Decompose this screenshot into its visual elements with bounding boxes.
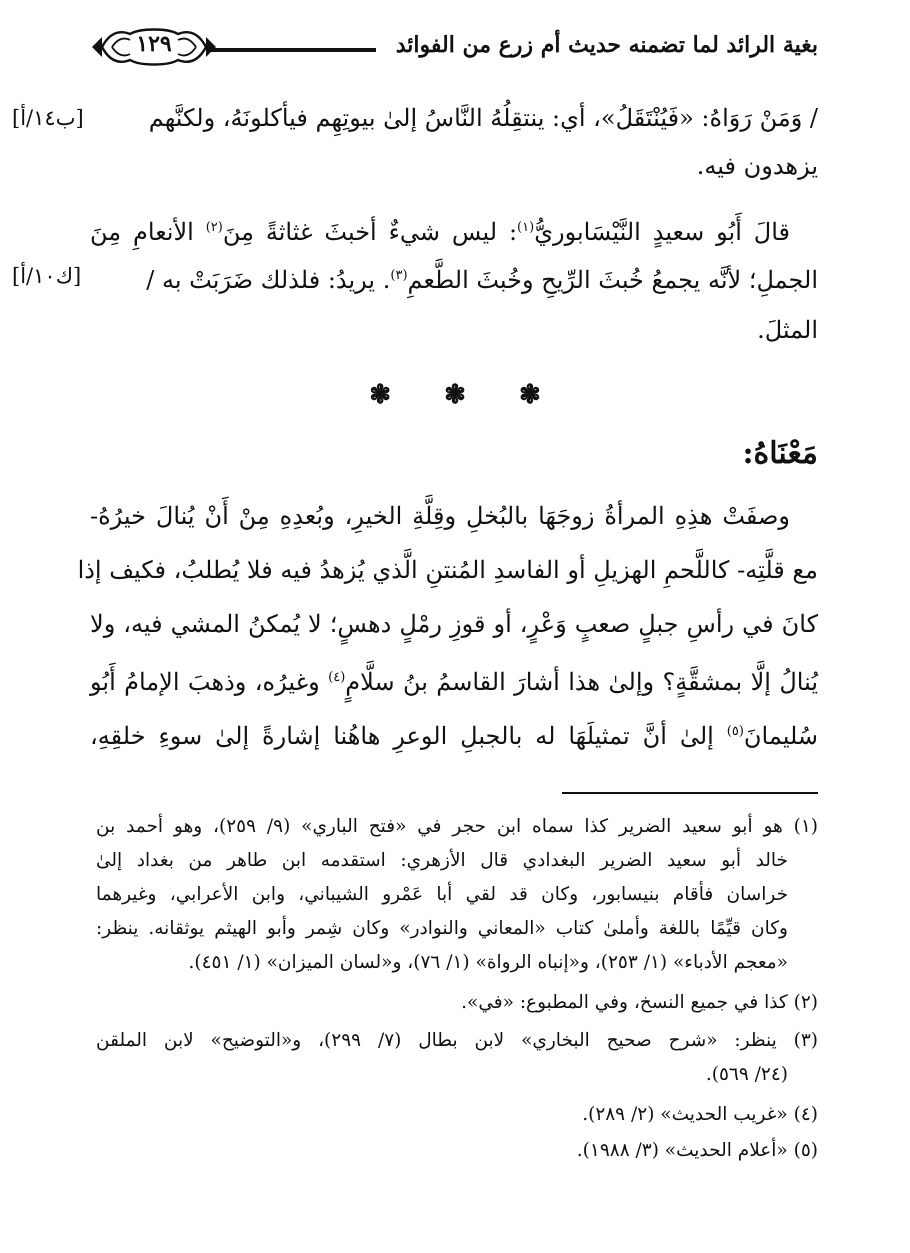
footnote-line: (٥) «أعلام الحديث» (٣/ ١٩٨٨). — [576, 1140, 818, 1161]
running-title: بغية الرائد لما تضمنه حديث أم زرع من الفوائد — [395, 32, 818, 58]
footnote-mark: (٢) — [205, 220, 223, 235]
text-line: المثلَ. — [757, 316, 818, 344]
star-icon: ❃ — [518, 380, 541, 410]
footnote-mark: (٤) — [328, 670, 346, 685]
text-segment: إلىٰ أنَّ تمثيلَهَا له بالجبلِ الوعرِ هاهُنا إشارةً إلىٰ سوءِ خلقِهِ، — [90, 722, 727, 750]
footnote-line: خراسان فأقام بنيسابور، وكان قد لقي أبا عَمْرو الشيباني، وابن الأعرابي، وغيرهما — [96, 884, 788, 905]
text-line: كانَ في رأسِ جبلٍ صعبٍ وَعْرٍ، أو قوزِ رمْلٍ دهسٍ؛ لا يُمكنُ المشي فيه، ولا — [90, 610, 818, 638]
text-line: يزهدون فيه. — [696, 152, 818, 180]
text-line: مع قلَّتِه- كاللَّحمِ الهزيلِ أو الفاسدِ المُنتنِ الَّذي يُزهدُ فيه فلا يُطلبُ، فكيف إذا — [77, 556, 818, 584]
text-line: / وَمَنْ رَوَاهُ: «فَيُنْتَقَلُ»، أي: ينتقِلُهُ النَّاسُ إلىٰ بيوتِهِم فيأكلونَهُ، ولكنَّهم — [148, 104, 818, 132]
footnote-line: وكان قيِّمًا باللغة وأملىٰ كتاب «المعاني والنوادر» وكان شِمر وأبو الهيثم يوثقانه. ينظر: — [96, 918, 788, 939]
text-line — [90, 656, 818, 700]
footnote-line: (٤) «غريب الحديث» (٢/ ٢٨٩). — [582, 1104, 818, 1125]
footnote-mark: (٣) — [390, 268, 408, 283]
footnote-line: (٢٤/ ٥٦٩). — [705, 1064, 788, 1085]
text-segment: سُليمانَ — [743, 722, 818, 750]
text-segment: : ليس شيءٌ أخبثَ غثاثةً مِنَ — [222, 218, 518, 246]
footnote-line: (٢) كذا في جميع النسخ، وفي المطبوع: «في». — [461, 992, 818, 1013]
footnote-line: خالد أبو سعيد الضرير البغدادي قال الأزهري: استقدمه ابن طاهر من بغداد إلىٰ — [96, 850, 788, 871]
text-segment: الجملِ؛ لأنَّه يجمعُ خُبثَ الرِّيحِ وخُبثَ الطَّعمِ — [407, 266, 818, 294]
text-line — [90, 710, 818, 754]
text-line: وصفَتْ هذِهِ المرأةُ زوجَهَا بالبُخلِ وقِلَّةِ الخيرِ، وبُعدِهِ مِنْ أَنْ يُنالَ خيرُهُ- — [90, 502, 790, 530]
text-segment: يُنالُ إلَّا بمشقَّةٍ؟ وإلىٰ هذا أشارَ القاسمُ بنُ سلَّامٍ — [345, 668, 819, 696]
page-number: ١٢٩ — [136, 31, 172, 57]
footnote-line: (٣) ينظر: «شرح صحيح البخاري» لابن بطال (٧/ ٢٩٩)، و«التوضيح» لابن الملقن — [96, 1030, 818, 1051]
margin-reference: [ب١٤/أ] — [12, 106, 84, 130]
footnote-line: (١) هو أبو سعيد الضرير كذا سماه ابن حجر في «فتح الباري» (٩/ ٢٥٩)، وهو أحمد بن — [96, 816, 818, 837]
footnote-line: «معجم الأدباء» (١/ ٢٥٣)، و«إنباه الرواة» (١/ ٧٦)، و«لسان الميزان» (١/ ٤٥١). — [188, 952, 788, 973]
text-segment: الأنعامِ مِنَ — [90, 218, 206, 246]
text-segment: . يريدُ: فلذلك ضَرَبَتْ به / — [146, 266, 391, 294]
section-heading: مَعْنَاهُ: — [742, 436, 818, 471]
footnote-mark: (٥) — [726, 724, 744, 739]
footnote-separator — [562, 792, 818, 794]
text-segment: قالَ أَبُو سعيدٍ النَّيْسَابوريُّ — [534, 218, 791, 246]
main-text-section — [77, 0, 819, 780]
margin-reference: [ك١٠/أ] — [12, 264, 82, 288]
text-segment: وغيرُه، وذهبَ الإمامُ أَبُو — [90, 668, 329, 696]
star-icon: ❃ — [444, 380, 466, 410]
star-icon: ❃ — [369, 380, 391, 410]
footnote-mark: (١) — [517, 220, 535, 235]
